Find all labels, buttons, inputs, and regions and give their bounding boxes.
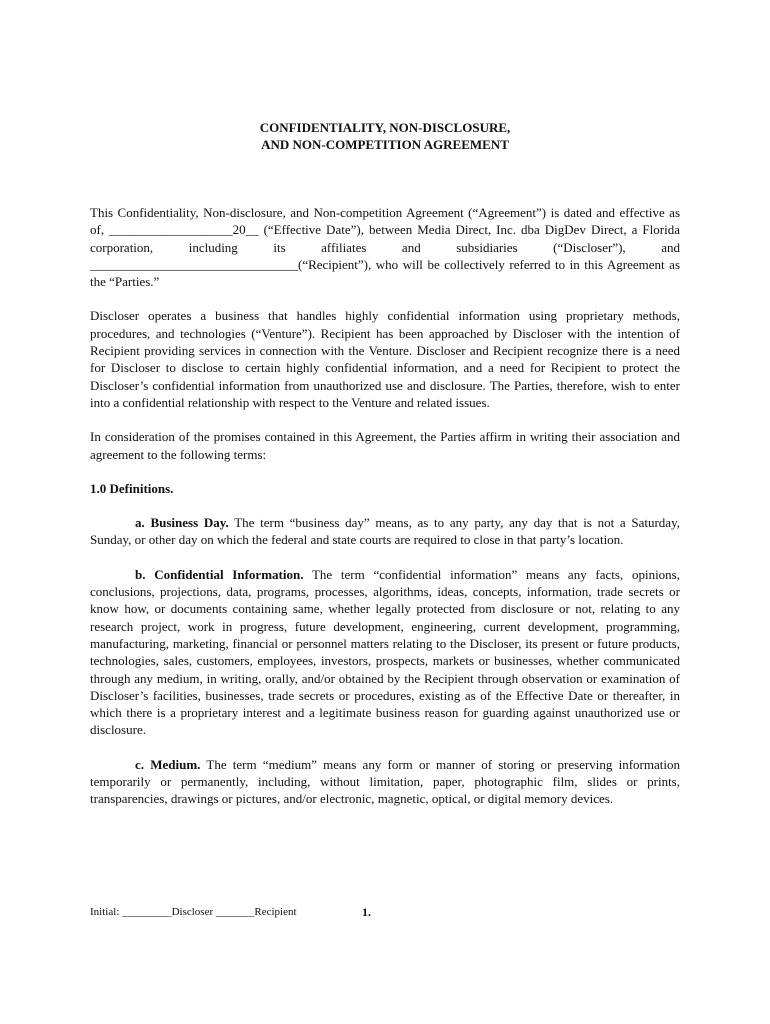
- page-number: 1.: [362, 905, 371, 919]
- intro-paragraph: This Confidentiality, Non-disclosure, and Non-competition Agreement (“Agreement”) is dated and effective as of, ___________________20__ (“Effective Date”), between Media Direct, Inc. dba DigDev Direct, a Florida corporation, including its affiliates and subsidiaries (“Discloser”), and ________________________________(“Recipient”), who will be collectively referred to in this Agreement as the “Parties.”: [90, 205, 680, 290]
- definition-text: The term “confidential information” means any facts, opinions, conclusions, projections, data, programs, processes, algorithms, ideas, concepts, information, trade secrets or know how, or documents containing same, whether legally protected from disclosure or not, relating to any research project, work in progress, future development, engineering, current development, programming, manufacturing, marketing, financial or personnel matters relating to the Discloser, its present or future products, technologies, sales, customers, employees, investors, prospects, markets or businesses, whether communicated through any medium, in writing, orally, and/or obtained by the Recipient through observation or examination of Discloser’s facilities, businesses, trade secrets or procedures, existing as of the Effective Date or thereafter, in which there is a proprietary interest and a legitimate business reason for guarding against unauthorized use or disclosure.: [90, 566, 680, 738]
- definition-medium: [90, 756, 680, 808]
- title-line-2: AND NON-COMPETITION AGREEMENT: [261, 137, 509, 152]
- document-body: [90, 204, 680, 825]
- section-heading-definitions: 1.0 Definitions.: [90, 480, 174, 496]
- definition-heading: b. Confidential Information.: [135, 566, 304, 582]
- definition-confidential-information: [90, 566, 680, 739]
- definition-text: The term “business day” means, as to any party, any day that is not a Saturday, Sunday, or other day on which the federal and state courts are required to close in that party’s location.: [90, 515, 680, 548]
- definition-business-day: [90, 514, 680, 549]
- definition-heading: a. Business Day.: [135, 515, 229, 531]
- definition-heading: c. Medium.: [135, 756, 201, 772]
- title-line-1: CONFIDENTIALITY, NON-DISCLOSURE,: [259, 120, 511, 135]
- venture-paragraph: Discloser operates a business that handles highly confidential information using proprietary methods, procedures, and technologies (“Venture”). Recipient has been approached by Discloser with the intention of Recipient providing services in connection with the Venture. Discloser and Recipient recognize there is a need for Discloser to disclose to certain highly confidential information, and a need for Recipient to protect the Discloser’s confidential information from unauthorized use and disclosure. The Parties, therefore, wish to enter into a confidential relationship with respect to the Venture and related issues.: [90, 308, 680, 410]
- document-title: [0, 119, 770, 153]
- definition-text: The term “medium” means any form or manner of storing or preserving information temporarily or permanently, including, without limitation, paper, photographic film, slides or prints, transparencies, drawings or pictures, and/or electronic, magnetic, optical, or digital memory devices.: [90, 756, 680, 807]
- footer-initials: Initial: _________Discloser _______Recipient: [90, 906, 297, 918]
- consideration-paragraph: In consideration of the promises contained in this Agreement, the Parties affirm in writing their association and agreement to the following terms:: [90, 429, 680, 462]
